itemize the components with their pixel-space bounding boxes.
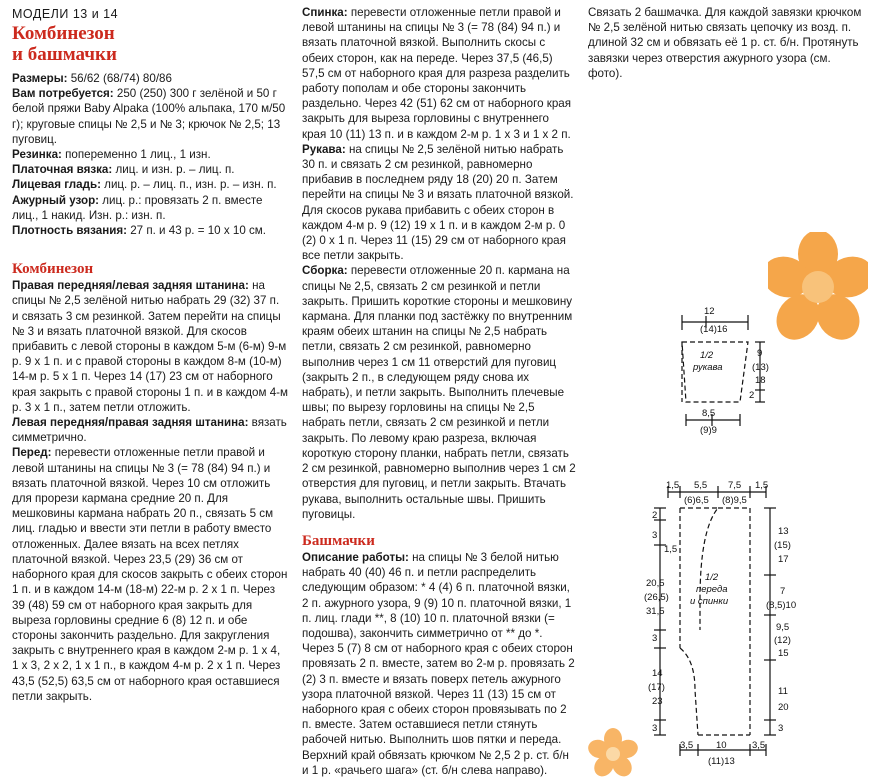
front — [12, 445, 288, 703]
body-right-2: (15) — [774, 540, 791, 551]
body-left-9: (17) — [648, 682, 665, 693]
booties-work — [302, 550, 576, 778]
sleeve-top: 12 — [704, 306, 715, 317]
body-left-6: 31,5 — [646, 606, 665, 617]
sleeve-bottom-sub: (9)9 — [700, 425, 717, 436]
title-line-1: Комбинезон — [12, 23, 115, 44]
front-text: перевести отложенные петли правой и левой штанины на спицы № 3 (= 78 (84) 94 п.) и вязать платочной вязкой. Через 10 см отложить для прорези кармана средние 20 п. Для мешковины кармана набрать 20 п., связать 5 см лиц. гладью и ввести эти петли в работу вместо отложенных. Далее вязать на всех петлях платочной вязкой. Через 23,5 (29) 36 см от наборного края для скосов закрыть с обеих сторон 1 п. и в каждом 14-м (18-м) 22-м р. 2 х 1 п. Через 39 (48) 59 см от наборного края закрыть для выреза горловины средние 6 (8) 12 п. и обе стороны закончить раздельно. Для закругления закрыть с внутреннего края в каждом 2-м р. 1 х 4, 1 х 3, 2 х 2, 1 х 1 п., в каждом 4-м р. 2 х 1 п. Через 43,5 (52,5) 63,5 см от наборного края оставшиеся петли закрыть. — [12, 446, 288, 703]
body-bottom-1: 3,5 — [680, 740, 694, 751]
rib-label: Резинка: — [12, 148, 62, 162]
sleeve-right-2: 2 — [749, 390, 755, 401]
back-text: перевести отложенные петли правой и левой штанины на спицы № 3 (= 78 (84) 94 п.) и вязать платочной вязкой. Выполнить скосы с обеих сторон, как на переде. Через 37,5 (46,5) 57,5 см от наборного края для разреза разделить работу пополам и обе стороны закончить раздельно. Через 42 (51) 62 см от наборного края закрыть для выреза горловины с внутреннего края 10 (11) 13 п. и в каждом 2-м р. 1 х 3 и 1 х 2 п. — [302, 6, 572, 141]
booties-work-text: на спицы № 3 белой нитью набрать 40 (40) 46 п. и петли распределить следующим образом: * 4 (4) 6 п. платочной вязки, 2 п. ажурного узора, 9 (9) 10 п. платочной вязки, 1 п. лиц. глади **, 8 (10) 10 п. платочной вязки (= подошва), закончить симметрично от ** до *. Через 5 (7) 8 см от наборного края с обеих сторон провязать 2 п. вместе, затем во 2-м р. провязать 2 (2) 3 п. вместе и вязать поверх петель ажурного узора платочной вязкой. Через 11 (13) 15 см от наборного края с обеих сторон провязывать по 2 п. вместе. Затем оставшиеся петли стянуть рабочей нитью. Выполнить шов пятки и переда. Верхний край обвязать крючком № 2,5 2 р. ст. б/н и 1 р. «рачьего шага» (ст. б/н слева направо). — [302, 550, 575, 777]
body-right-4: 7 — [780, 586, 786, 597]
body-right-1: 13 — [778, 526, 789, 537]
body-right-7: (12) — [774, 635, 791, 646]
body-left-1: 2 — [652, 510, 658, 521]
lace-label: Ажурный узор: — [12, 193, 100, 207]
body-right-3: 17 — [778, 554, 789, 565]
body-label-3: и спинки — [690, 596, 729, 607]
body-top-sub-2: (8)9,5 — [722, 495, 747, 506]
garter-stitch — [12, 162, 288, 177]
garter-text: лиц. и изн. р. – лиц. п. — [112, 163, 235, 177]
sizes-text: 56/62 (68/74) 80/86 — [67, 72, 172, 85]
garter-label: Платочная вязка: — [12, 163, 113, 177]
sleeve-right-18: 18 — [755, 375, 766, 386]
left-leg — [12, 415, 288, 445]
flower-decoration-large — [768, 232, 868, 342]
rib-stitch — [12, 147, 288, 162]
body-left-11: 3 — [652, 723, 658, 734]
models-label: МОДЕЛИ 13 и 14 — [12, 7, 119, 21]
body-bottom-3: 3,5 — [752, 740, 766, 751]
gauge-text: 27 п. и 43 р. = 10 х 10 см. — [126, 224, 266, 238]
assembly — [302, 263, 576, 521]
body-left-7: 3 — [652, 633, 658, 644]
flower-decoration-small — [588, 728, 638, 778]
front-title: Перед: — [12, 446, 52, 460]
title-line-2: и башмачки — [12, 44, 117, 65]
gauge-label: Плотность вязания: — [12, 224, 127, 238]
sleeve-label-2: рукава — [693, 362, 723, 373]
booties-work-continued: Связать 2 башмачка. Для каждой завязки крючком № 2,5 зелёной нитью связать цепочку из возд. п. длиной 32 см и обвязать её 1 р. ст. б/н. Протянуть завязки через отверстия ажурного узора (см. фото). — [588, 6, 862, 80]
assembly-title: Сборка: — [302, 264, 348, 278]
column-3 — [588, 5, 862, 240]
sleeve-right-9: 9 — [757, 348, 763, 359]
right-leg — [12, 278, 288, 415]
body-bottom-2: 10 — [716, 740, 727, 751]
body-right-11: 3 — [778, 723, 784, 734]
stockinette-label: Лицевая гладь: — [12, 178, 101, 192]
body-left-5: (26,5) — [644, 592, 669, 603]
sizes — [12, 71, 288, 86]
body-left-10: 23 — [652, 696, 663, 707]
body-top-sub-1: (6)6,5 — [684, 495, 709, 506]
column-2 — [302, 5, 576, 778]
body-left-8: 14 — [652, 668, 663, 679]
sleeve-right-13: (13) — [752, 362, 769, 373]
body-left-3: 1,5 — [664, 544, 678, 555]
body-right-6: 9,5 — [776, 622, 790, 633]
booties-heading: Башмачки — [302, 532, 375, 549]
body-left-2: 3 — [652, 530, 658, 541]
left-leg-title: Левая передняя/правая задняя штанина: — [12, 416, 249, 430]
body-top-1: 1,5 — [666, 480, 680, 491]
materials-label: Вам потребуется: — [12, 87, 114, 101]
gauge — [12, 223, 288, 238]
lace-text: лиц. р.: провязать 2 п. вместе лиц., 1 накид. Изн. р.: изн. п. — [12, 193, 263, 222]
body-label-2: переда — [696, 584, 728, 595]
sleeve-top-sub: (14)16 — [700, 324, 728, 335]
materials-text: 250 (250) 300 г зелёной и 50 г белой пряжи Baby Alpaka (100% альпака, 170 м/50 г); круговые спицы № 2,5 и № 3; крючок № 2,5; 13 пуговиц. — [12, 87, 286, 146]
right-leg-title: Правая передняя/левая задняя штанина: — [12, 279, 249, 293]
stockinette-text: лиц. р. – лиц. п., изн. р. – изн. п. — [100, 178, 277, 192]
rib-text: попеременно 1 лиц., 1 изн. — [61, 148, 211, 162]
sleeves-title: Рукава: — [302, 142, 346, 156]
booties-work-title: Описание работы: — [302, 550, 409, 564]
overall-heading: Комбинезон — [12, 261, 94, 278]
right-leg-text: на спицы № 2,5 зелёной нитью набрать 29 (32) 37 п. и связать 3 см резинкой. Затем перейти на спицы № 3 и вязать платочной вязкой. Для скосов прибавить с левой стороны в каждом 5-м (6-м) 9-м р. 9 х 1 п. и с правой стороны в каждом 8-м (10-м) 14-м р. 5 х 1 п. Через 14 (17) 23 см от наборного края закрыть с правой стороны 1 п. и в каждом 4-м р. 3 х 1 п., затем петли отложить. — [12, 279, 288, 414]
back — [302, 5, 576, 142]
body-diagram — [654, 486, 776, 756]
body-bottom-sub: (11)13 — [708, 756, 735, 767]
materials — [12, 86, 288, 147]
left-leg-text: вязать симметрично. — [12, 416, 287, 445]
sleeve-bottom: 8,5 — [702, 408, 716, 419]
body-right-8: 15 — [778, 648, 789, 659]
body-right-9: 11 — [778, 686, 788, 697]
body-right-10: 20 — [778, 702, 789, 713]
column-1 — [12, 0, 288, 704]
sleeves-text: на спицы № 2,5 зелёной нитью набрать 30 п. и связать 2 см резинкой, равномерно прибавив в последнем ряду 18 (20) 20 п. Затем перейти на спицы № 3 и вязать платочной вязкой. Для скосов рукава прибавить с обеих сторон в каждом 4-м р. 9 (12) 19 х 1 п. и в каждом 2-м р. 0 (2) 0 х 1 п. Через 11 (15) 29 см от наборного края все петли закрыть. — [302, 142, 574, 263]
sizes-label: Размеры: — [12, 72, 68, 85]
body-right-5: (8,5)10 — [766, 600, 797, 611]
sleeve-label-1: 1/2 — [700, 350, 714, 361]
body-top-4: 1,5 — [755, 480, 769, 491]
back-title: Спинка: — [302, 6, 348, 19]
lace-pattern — [12, 193, 288, 223]
sleeve-diagram — [682, 315, 765, 426]
body-label-1: 1/2 — [705, 572, 719, 583]
body-top-3: 7,5 — [728, 480, 742, 491]
stockinette — [12, 177, 288, 192]
body-top-2: 5,5 — [694, 480, 708, 491]
sleeves — [302, 142, 576, 264]
body-left-4: 20,5 — [646, 578, 665, 589]
assembly-text: перевести отложенные 20 п. кармана на спицы № 2,5, связать 2 см резинкой и петли закрыть. Пришить короткие стороны и мешковину кармана. Для планки под застёжку по внутренним краям обеих штанин на спицы № 2,5 набрать петли, связать 2 см резинкой, равномерно выполнив через 1 см 11 отверстий для пуговиц (закрыть 2 п., в следующем ряду снова их набрать), и петли закрыть. Выполнить плечевые швы; по вырезу горловины на спицы № 2,5 набрать петли, связать 2 см резинкой и петли закрыть. По левому краю разреза, включая короткую сторону планки, набрать петли, связать 2 см резинкой, равномерно выполнив через 1 см 2 отверстия для пуговиц, и петли закрыть. Втачать рукава, выполнить остальные швы. Пришить пуговицы. — [302, 264, 576, 521]
